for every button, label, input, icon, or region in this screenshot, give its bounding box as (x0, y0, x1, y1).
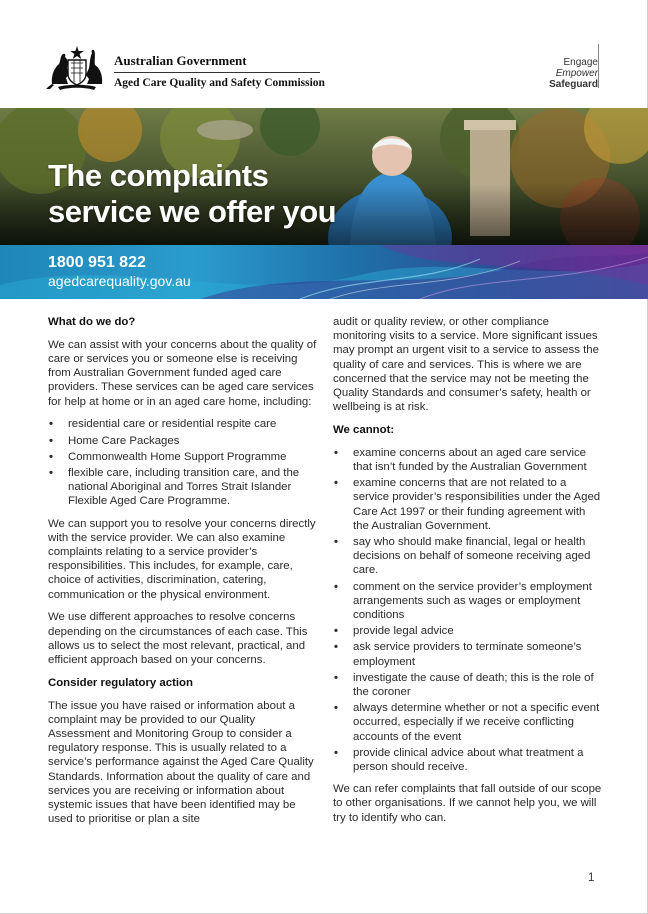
page-number: 1 (588, 872, 595, 884)
title-line-2: service we offer you (48, 194, 337, 229)
paragraph: We use different approaches to resolve concerns depending on the circumstances of each case. This allows us to select the most relevant, practical, and efficient approach based on your concerns. (48, 611, 308, 667)
list-item: • ask service providers to terminate someone’s employment (333, 640, 603, 668)
list-item: • examine concerns about an aged care service that isn’t funded by the Australian Government (333, 446, 603, 474)
section-heading: What do we do? (48, 316, 136, 328)
list-item: • residential care or residential respite care (48, 417, 318, 431)
section-heading: We cannot: (333, 424, 395, 437)
list-item: • Home Care Packages (48, 434, 318, 448)
list-item: • always determine whether or not a specific event occurred, especially if we receive conflicting accounts of the event (333, 701, 603, 744)
cannot-list (333, 446, 603, 774)
contact-banner (0, 245, 648, 299)
agency-name: Aged Care Quality and Safety Commission (114, 77, 325, 89)
government-name: Australian Government (114, 53, 247, 68)
section-heading: Consider regulatory action (48, 676, 193, 689)
title-line-1: The complaints (48, 158, 269, 193)
paragraph: audit or quality review, or other compliance monitoring visits to a service. More significant issues may prompt an urgent visit to a service to assess the quality of care and services. This is where we are concerned that the service may not be meeting the Quality Standards and consumer’s safety, health or wellbeing is at risk. (333, 316, 599, 414)
tagline (549, 57, 598, 90)
logo-divider (114, 72, 320, 73)
left-column (48, 315, 318, 835)
tagline-empower: Empower (555, 68, 598, 79)
agency-logo-text (114, 53, 325, 90)
list-item: • comment on the service provider’s employment arrangements such as wages or employment conditions (333, 580, 603, 623)
right-column (333, 315, 603, 833)
website-link[interactable]: agedcarequality.gov.au (48, 273, 191, 289)
tagline-engage: Engage (563, 57, 598, 68)
paragraph: We can support you to resolve your concerns directly with the service provider. We can also examine complaints relating to a service provider’s responsibilities. This includes, for example, care, choice of activities, discrimination, catering, communication or the physical environment. (48, 517, 316, 601)
phone-number[interactable]: 1800 951 822 (48, 254, 146, 271)
paragraph: The issue you have raised or information about a complaint may be provided to our Quality Assessment and Monitoring Group to consider a regulatory response. This is usually related to a service’s performance against the Aged Care Quality Standards. Information about the quality of care and services you are receiving or information about systemic issues that have been identified may be used to prioritise or plan a site (48, 699, 314, 826)
services-list (48, 417, 318, 508)
page-header (0, 0, 648, 108)
hero-banner (0, 108, 648, 245)
tagline-safeguard: Safeguard (549, 79, 598, 90)
coat-of-arms-icon (46, 44, 108, 90)
page-title (48, 158, 336, 230)
tagline-divider (598, 44, 599, 88)
list-item: • provide clinical advice about what treatment a person should receive. (333, 746, 603, 774)
list-item: • say who should make financial, legal or health decisions on behalf of someone receiving aged care. (333, 535, 603, 578)
paragraph: We can refer complaints that fall outside of our scope to other organisations. If we cannot help you, we will try to identify who can. (333, 783, 602, 824)
paragraph: We can assist with your concerns about the quality of care or services you or someone else is receiving from Australian Government funded aged care providers. These services can be aged care services for help at home or in an aged care home, including: (48, 338, 317, 408)
list-item: • Commonwealth Home Support Programme (48, 450, 318, 464)
list-item: • investigate the cause of death; this is the role of the coroner (333, 671, 603, 699)
list-item: • provide legal advice (333, 624, 603, 638)
list-item: • examine concerns that are not related to a service provider’s responsibilities under the Aged Care Act 1997 or their funding agreement with the Australian Government. (333, 476, 603, 533)
list-item: • flexible care, including transition care, and the national Aboriginal and Torres Strait Islander Flexible Aged Care Programme. (48, 466, 318, 509)
